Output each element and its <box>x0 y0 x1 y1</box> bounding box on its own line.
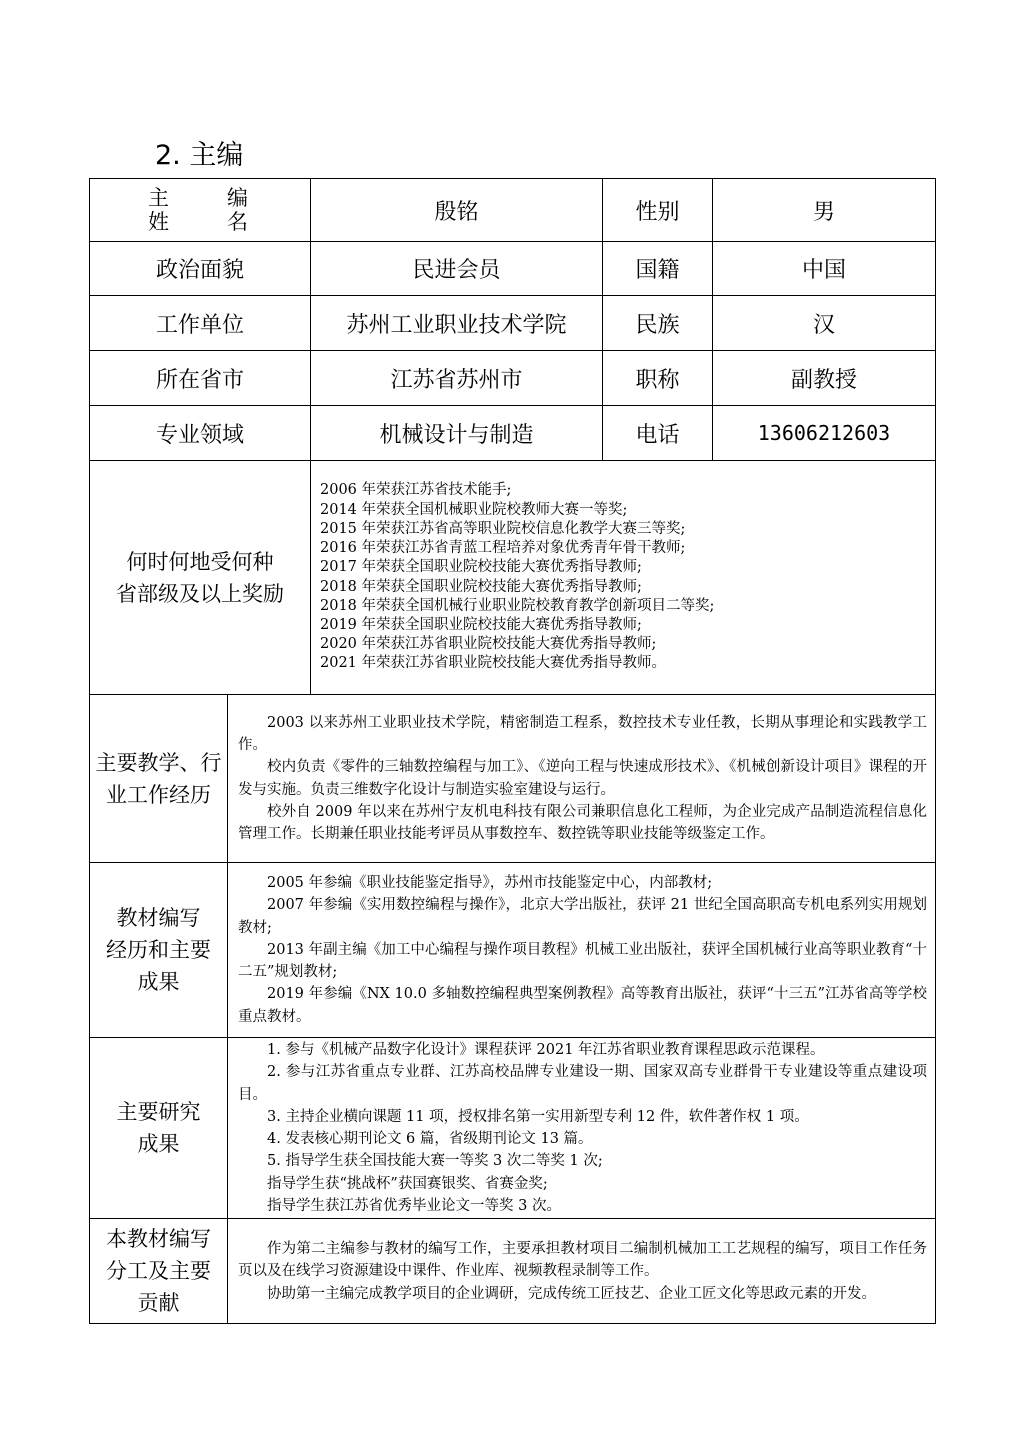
political-label: 政治面貌 <box>90 242 311 296</box>
contribution-content <box>228 1219 936 1324</box>
list-item: 2014 年荣获全国机械职业院校教师大赛一等奖; <box>320 501 628 518</box>
paragraph: 校外自 2009 年以来在苏州宁友机电科技有限公司兼职信息化工程师，为企业完成产品制造流程信息化管理工作。长期兼任职业技能考评员从事数控车、数控铣等职业技能等级鉴定工作。 <box>238 803 927 843</box>
list-item: 2019 年荣获全国职业院校技能大赛优秀指导教师; <box>320 616 642 633</box>
row-contribution <box>90 1219 936 1324</box>
province-label: 所在省市 <box>90 351 311 406</box>
row-political <box>90 242 936 296</box>
row-field <box>90 406 936 461</box>
phone-label: 电话 <box>603 406 713 461</box>
gender-label: 性别 <box>603 179 713 242</box>
workplace-value: 苏州工业职业技术学院 <box>311 296 603 351</box>
list-item: 2020 年荣获江苏省职业院校技能大赛优秀指导教师; <box>320 636 657 653</box>
province-value: 江苏省苏州市 <box>311 351 603 406</box>
experience-label: 主要教学、行 业工作经历 <box>90 695 228 863</box>
row-textbooks <box>90 863 936 1038</box>
paragraph: 2019 年参编《NX 10.0 多轴数控编程典型案例教程》高等教育出版社，获评“十三五”江苏省高等学校重点教材。 <box>238 986 927 1025</box>
nationality-label: 国籍 <box>603 242 713 296</box>
paragraph: 指导学生获“挑战杯”获国赛银奖、省赛金奖; <box>267 1175 548 1192</box>
paragraph: 2007 年参编《实用数控编程与操作》，北京大学出版社，获评 21 世纪全国高职高专机电系列实用规划教材; <box>238 897 927 936</box>
paragraph: 2003 以来苏州工业职业技术学院，精密制造工程系，数控技术专业任教，长期从事理论和实践教学工作。 <box>238 714 927 753</box>
gender-value: 男 <box>713 179 936 242</box>
workplace-label: 工作单位 <box>90 296 311 351</box>
editor-info-table <box>89 178 936 1324</box>
row-province <box>90 351 936 406</box>
field-label: 专业领域 <box>90 406 311 461</box>
list-item: 2018 年荣获全国职业院校技能大赛优秀指导教师; <box>320 578 642 595</box>
political-value: 民进会员 <box>311 242 603 296</box>
textbooks-content <box>228 863 936 1038</box>
paragraph: 2. 参与江苏省重点专业群、江苏高校品牌专业建设一期、国家双高专业群骨干专业建设等重点建设项目。 <box>238 1064 927 1103</box>
list-item: 2021 年荣获江苏省职业院校技能大赛优秀指导教师。 <box>320 655 667 672</box>
row-research <box>90 1038 936 1219</box>
paragraph: 作为第二主编参与教材的编写工作，主要承担教材项目二编制机械加工工艺规程的编写，项目工作任务页以及在线学习资源建设中课件、作业库、视频教程录制等工作。 <box>238 1240 927 1280</box>
awards-label: 何时何地受何种 省部级及以上奖励 <box>90 461 311 695</box>
list-item: 2018 年荣获全国机械行业职业院校教育教学创新项目二等奖; <box>320 597 715 614</box>
title-label: 职称 <box>603 351 713 406</box>
name-value: 殷铭 <box>311 179 603 242</box>
ethnicity-value: 汉 <box>713 296 936 351</box>
research-content <box>228 1038 936 1219</box>
paragraph: 指导学生获江苏省优秀毕业论文一等奖 3 次。 <box>267 1198 561 1215</box>
row-experience <box>90 695 936 863</box>
paragraph: 协助第一主编完成教学项目的企业调研，完成传统工匠技艺、企业工匠文化等思政元素的开发。 <box>267 1285 876 1302</box>
row-awards <box>90 461 936 695</box>
awards-list <box>311 461 936 695</box>
ethnicity-label: 民族 <box>603 296 713 351</box>
phone-value: 13606212603 <box>713 406 936 461</box>
name-label: 主 编 姓 名 <box>90 179 311 242</box>
paragraph: 2013 年副主编《加工中心编程与操作项目教程》机械工业出版社，获评全国机械行业高等职业教育“十二五”规划教材; <box>238 941 927 981</box>
contribution-label: 本教材编写 分工及主要 贡献 <box>90 1219 228 1324</box>
nationality-value: 中国 <box>713 242 936 296</box>
paragraph: 2005 年参编《职业技能鉴定指导》，苏州市技能鉴定中心，内部教材; <box>267 874 713 891</box>
field-value: 机械设计与制造 <box>311 406 603 461</box>
list-item: 2015 年荣获江苏省高等职业院校信息化教学大赛三等奖; <box>320 520 686 537</box>
paragraph: 校内负责《零件的三轴数控编程与加工》、《逆向工程与快速成形技术》、《机械创新设计项目》课程的开发与实施。负责三维数字化设计与制造实验室建设与运行。 <box>238 759 927 798</box>
title-value: 副教授 <box>713 351 936 406</box>
paragraph: 3. 主持企业横向课题 11 项，授权排名第一实用新型专利 12 件，软件著作权 1 项。 <box>267 1108 809 1125</box>
paragraph: 4. 发表核心期刊论文 6 篇，省级期刊论文 13 篇。 <box>267 1131 593 1148</box>
list-item: 2016 年荣获江苏省青蓝工程培养对象优秀青年骨干教师; <box>320 540 686 557</box>
textbooks-label: 教材编写 经历和主要 成果 <box>90 863 228 1038</box>
paragraph: 5. 指导学生获全国技能大赛一等奖 3 次二等奖 1 次; <box>267 1153 603 1170</box>
row-name <box>90 179 936 242</box>
section-heading: 2. 主编 <box>155 140 244 171</box>
list-item: 2006 年荣获江苏省技术能手; <box>320 482 512 499</box>
experience-content <box>228 695 936 863</box>
paragraph: 1. 参与《机械产品数字化设计》课程获评 2021 年江苏省职业教育课程思政示范课程。 <box>267 1042 825 1058</box>
list-item: 2017 年荣获全国职业院校技能大赛优秀指导教师; <box>320 559 642 576</box>
row-workplace <box>90 296 936 351</box>
research-label: 主要研究 成果 <box>90 1038 228 1219</box>
